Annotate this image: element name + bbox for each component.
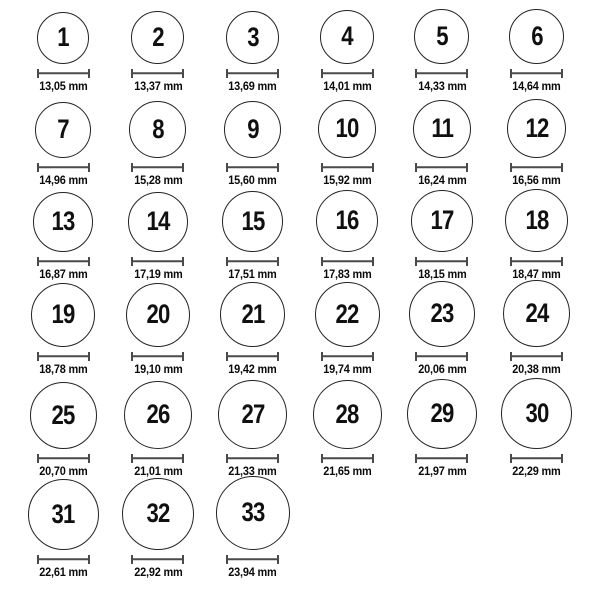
ring-size-item	[226, 11, 279, 94]
ring-size-item	[220, 282, 285, 377]
ring-size-number: 5	[436, 20, 448, 51]
diameter-label: 17,83 mm	[323, 268, 372, 281]
diameter-label: 20,06 mm	[417, 363, 467, 376]
diameter-label: 14,33 mm	[417, 80, 467, 93]
ring-size-item	[505, 189, 568, 282]
diameter-measure-line	[131, 555, 184, 564]
diameter-measure-line	[321, 69, 374, 78]
ring-size-item	[509, 9, 564, 94]
ring-size-item	[414, 9, 469, 94]
diameter-label: 20,38 mm	[512, 363, 561, 376]
ring-circle	[28, 479, 99, 550]
ring-size-number: 20	[146, 299, 170, 330]
ring-circle	[30, 382, 97, 449]
ring-size-item	[318, 100, 376, 188]
ring-circle	[128, 192, 188, 252]
ring-size-number: 22	[335, 298, 359, 329]
ring-size-number: 18	[525, 204, 549, 235]
ring-circle	[316, 190, 378, 252]
diameter-measure-line	[37, 69, 90, 78]
diameter-label: 14,01 mm	[323, 80, 372, 93]
ring-size-number: 21	[241, 298, 265, 329]
ring-circle	[320, 10, 374, 64]
ring-size-number: 17	[430, 205, 454, 236]
ring-circle	[226, 11, 279, 64]
diameter-label: 14,64 mm	[512, 80, 561, 93]
ring-size-number: 6	[530, 20, 543, 51]
ring-circle	[315, 282, 380, 347]
diameter-label: 15,92 mm	[323, 174, 372, 187]
diameter-measure-line	[510, 69, 563, 78]
diameter-measure-line	[131, 257, 184, 266]
ring-size-number: 3	[246, 21, 259, 52]
ring-circle	[126, 283, 190, 347]
diameter-label: 14,96 mm	[39, 174, 88, 187]
ring-size-number: 11	[431, 113, 453, 144]
ring-size-item	[131, 11, 184, 94]
ring-size-item	[128, 192, 188, 282]
ring-size-item	[33, 192, 93, 282]
ring-circle	[31, 283, 95, 347]
diameter-measure-line	[37, 257, 90, 266]
diameter-measure-line	[321, 163, 374, 172]
ring-circle	[222, 191, 283, 252]
ring-circle	[313, 380, 382, 449]
ring-size-number: 4	[341, 21, 354, 52]
diameter-measure-line	[415, 163, 468, 172]
ring-size-number: 24	[525, 297, 549, 328]
diameter-label: 21,01 mm	[133, 465, 183, 478]
ring-circle	[407, 379, 477, 449]
ring-circle	[501, 378, 572, 449]
diameter-label: 19,42 mm	[228, 363, 277, 376]
diameter-label: 16,24 mm	[417, 174, 467, 187]
ring-size-number: 27	[241, 398, 265, 429]
diameter-measure-line	[226, 454, 279, 463]
ring-size-number: 19	[51, 299, 75, 330]
ring-size-number: 14	[146, 206, 170, 237]
diameter-label: 13,69 mm	[228, 80, 277, 93]
ring-circle	[414, 9, 469, 64]
diameter-measure-line	[226, 555, 279, 564]
ring-size-item	[216, 476, 290, 580]
ring-size-item	[30, 382, 97, 479]
ring-size-item	[124, 381, 192, 479]
diameter-label: 21,65 mm	[323, 465, 372, 478]
ring-size-number: 9	[246, 113, 259, 144]
diameter-measure-line	[226, 352, 279, 361]
ring-circle	[413, 100, 471, 158]
ring-circle	[503, 280, 570, 347]
diameter-measure-line	[510, 163, 563, 172]
diameter-label: 19,10 mm	[133, 363, 183, 376]
ring-circle	[411, 190, 473, 252]
ring-size-item	[224, 101, 281, 188]
ring-circle	[129, 101, 186, 158]
diameter-measure-line	[415, 454, 468, 463]
diameter-label: 16,87 mm	[39, 268, 88, 281]
diameter-measure-line	[131, 163, 184, 172]
ring-size-number: 12	[525, 112, 549, 143]
ring-size-number: 30	[525, 397, 549, 428]
diameter-measure-line	[131, 69, 184, 78]
ring-size-item	[316, 190, 378, 282]
ring-circle	[318, 100, 376, 158]
ring-size-number: 23	[430, 298, 454, 329]
ring-circle	[220, 282, 285, 347]
ring-size-number: 26	[146, 399, 170, 430]
ring-size-number: 25	[51, 399, 75, 430]
ring-size-item	[320, 10, 374, 94]
ring-size-item	[503, 280, 570, 377]
ring-circle	[216, 476, 290, 550]
ring-size-item	[31, 283, 95, 377]
diameter-measure-line	[37, 352, 90, 361]
ring-size-item	[507, 99, 566, 188]
diameter-label: 23,94 mm	[228, 566, 277, 579]
diameter-label: 19,74 mm	[323, 363, 372, 376]
ring-circle	[124, 381, 192, 449]
ring-size-item	[407, 379, 477, 479]
diameter-measure-line	[226, 257, 279, 266]
diameter-measure-line	[226, 69, 279, 78]
ring-size-item	[411, 190, 473, 282]
diameter-measure-line	[415, 257, 468, 266]
ring-size-number: 2	[152, 21, 164, 52]
ring-circle	[224, 101, 281, 158]
diameter-measure-line	[510, 454, 563, 463]
diameter-label: 17,19 mm	[133, 268, 183, 281]
diameter-label: 18,47 mm	[512, 268, 561, 281]
ring-size-item	[409, 281, 475, 377]
diameter-measure-line	[131, 454, 184, 463]
ring-circle	[122, 478, 194, 550]
ring-circle	[218, 380, 287, 449]
diameter-label: 20,70 mm	[39, 465, 88, 478]
diameter-label: 18,15 mm	[417, 268, 467, 281]
ring-size-item	[218, 380, 287, 479]
ring-size-number: 7	[57, 114, 70, 145]
ring-circle	[505, 189, 568, 252]
ring-size-item	[129, 101, 186, 188]
diameter-measure-line	[321, 352, 374, 361]
diameter-measure-line	[321, 454, 374, 463]
diameter-measure-line	[37, 555, 90, 564]
ring-size-number: 13	[51, 206, 75, 237]
ring-size-item	[313, 380, 382, 479]
ring-size-item	[126, 283, 190, 377]
ring-size-item	[28, 479, 99, 580]
diameter-label: 18,78 mm	[39, 363, 88, 376]
ring-circle	[33, 192, 93, 252]
diameter-measure-line	[415, 69, 468, 78]
ring-circle	[37, 12, 89, 64]
diameter-label: 13,05 mm	[39, 80, 88, 93]
ring-circle	[509, 9, 564, 64]
ring-circle	[409, 281, 475, 347]
ring-size-item	[35, 102, 91, 188]
diameter-label: 21,33 mm	[228, 465, 277, 478]
diameter-measure-line	[510, 352, 563, 361]
ring-size-number: 28	[335, 398, 359, 429]
ring-size-item	[122, 478, 194, 580]
diameter-label: 17,51 mm	[228, 268, 277, 281]
ring-circle	[35, 102, 91, 158]
ring-size-item	[413, 100, 471, 188]
diameter-label: 22,61 mm	[39, 566, 88, 579]
ring-size-number: 16	[335, 205, 359, 236]
ring-size-number: 31	[51, 498, 75, 529]
diameter-label: 16,56 mm	[512, 174, 561, 187]
diameter-measure-line	[37, 163, 90, 172]
ring-size-item	[501, 378, 572, 479]
diameter-measure-line	[415, 352, 468, 361]
diameter-label: 15,60 mm	[228, 174, 277, 187]
diameter-measure-line	[321, 257, 374, 266]
ring-size-number: 1	[57, 22, 70, 53]
diameter-label: 13,37 mm	[133, 80, 183, 93]
ring-circle	[507, 99, 566, 158]
diameter-measure-line	[510, 257, 563, 266]
ring-size-item	[315, 282, 380, 377]
ring-size-number: 32	[146, 498, 170, 529]
diameter-measure-line	[226, 163, 279, 172]
diameter-label: 21,97 mm	[417, 465, 467, 478]
ring-size-number: 15	[241, 205, 265, 236]
diameter-label: 22,92 mm	[133, 566, 183, 579]
diameter-label: 15,28 mm	[133, 174, 183, 187]
ring-size-number: 29	[430, 398, 454, 429]
ring-size-item	[222, 191, 283, 282]
ring-size-number: 8	[152, 113, 164, 144]
diameter-label: 22,29 mm	[512, 465, 561, 478]
ring-size-number: 10	[335, 113, 359, 144]
diameter-measure-line	[131, 352, 184, 361]
ring-size-number: 33	[241, 497, 265, 528]
ring-circle	[131, 11, 184, 64]
diameter-measure-line	[37, 454, 90, 463]
ring-size-item	[37, 12, 90, 94]
